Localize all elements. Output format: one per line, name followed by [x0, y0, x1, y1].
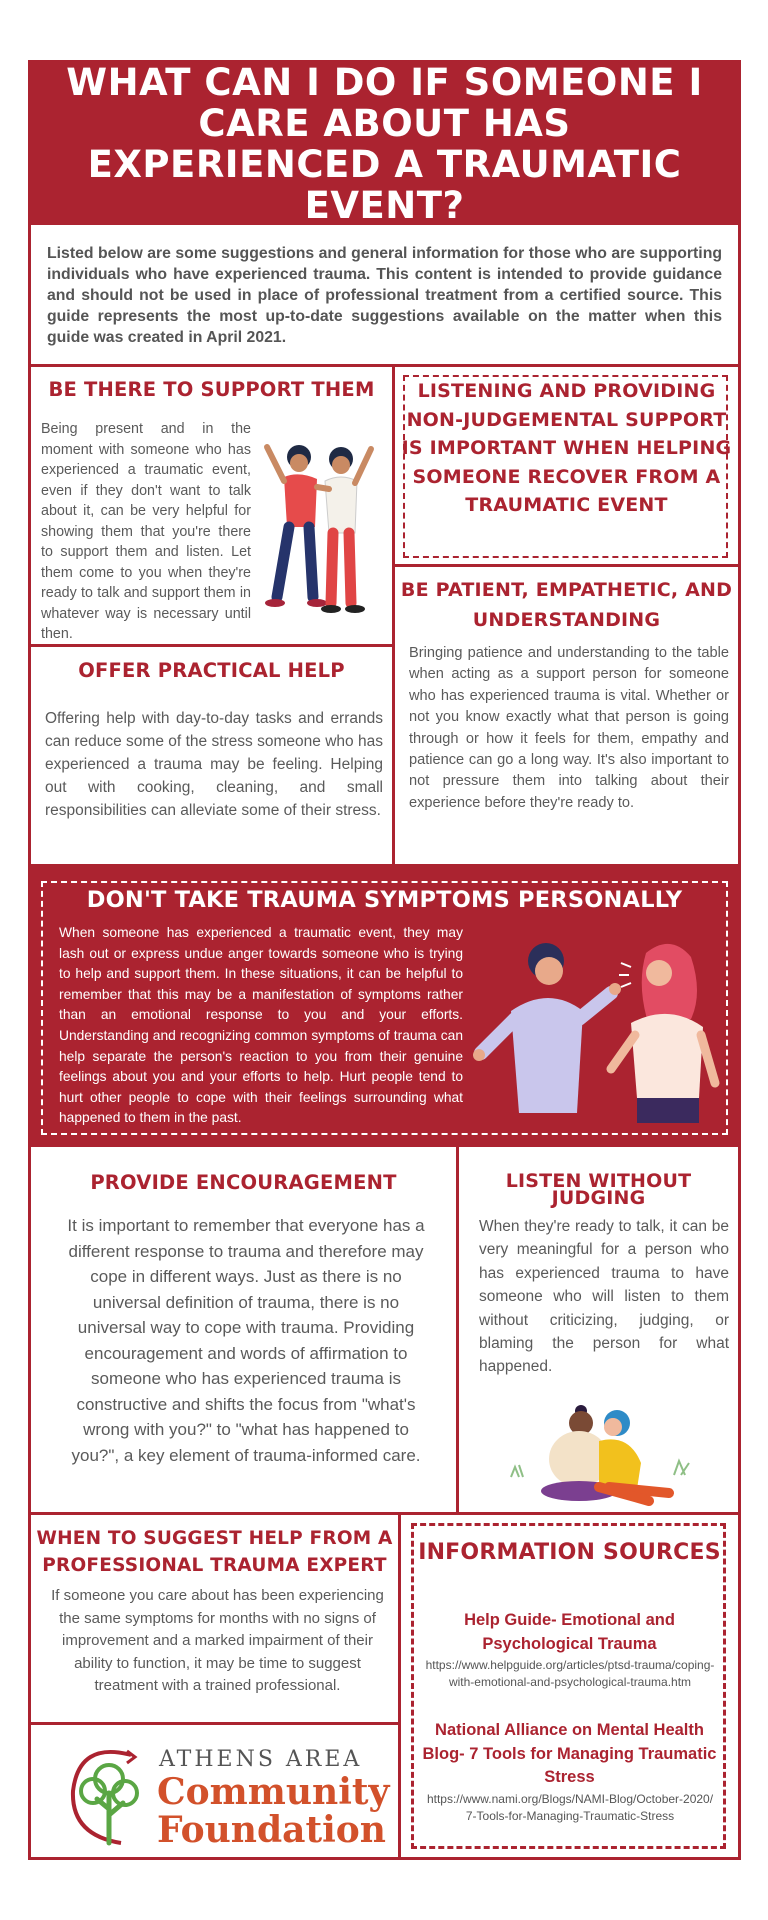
- section-heading: BE THERE TO SUPPORT THEM: [48, 378, 375, 401]
- section-heading: OFFER PRACTICAL HELP: [78, 659, 345, 682]
- intro-paragraph: Listed below are some suggestions and general information for those who are supporting individuals who have experienced trauma. This content is intended to provide guidance and should not be used in place of professional treatment from a certified source. This guide represents the most up-to-date suggestions available on the matter when this guide was created in April 2021.: [31, 225, 738, 367]
- section-heading: LISTEN WITHOUT JUDGING: [505, 1170, 692, 1209]
- logo-line-3: Foundation: [157, 1809, 386, 1851]
- source-title[interactable]: National Alliance on Mental Health Blog- 7 Tools for Managing Traumatic Stress: [422, 1721, 717, 1786]
- section-listen-without-judging: [459, 1147, 738, 1515]
- source-url[interactable]: https://www.nami.org/Blogs/NAMI-Blog/October-2020/7-Tools-for-Managing-Traumatic-Stress: [426, 1792, 714, 1823]
- section-body: When they're ready to talk, it can be very meaningful for a person who has experienced trauma to have someone who will listen to them without criticizing, judging, or blaming the person for what happened.: [479, 1218, 729, 1376]
- section-heading: DON'T TAKE TRAUMA SYMPTOMS PERSONALLY: [86, 887, 683, 913]
- logo-line-1: ATHENS AREA: [159, 1747, 363, 1772]
- source-title[interactable]: Help Guide- Emotional and Psychological Trauma: [464, 1611, 675, 1653]
- logo-line-2: Community: [157, 1771, 390, 1813]
- section-heading: BE PATIENT, EMPATHETIC, AND UNDERSTANDING: [400, 579, 733, 631]
- arguing-couple-illustration: [471, 923, 721, 1123]
- section-information-sources: [401, 1515, 738, 1857]
- section-heading: INFORMATION SOURCES: [418, 1540, 721, 1565]
- section-heading: PROVIDE ENCOURAGEMENT: [90, 1171, 397, 1194]
- section-offer-help: [31, 647, 395, 867]
- title-band: [31, 63, 738, 225]
- section-when-to-suggest: [31, 1515, 401, 1725]
- callout-text: LISTENING AND PROVIDING NON-JUDGEMENTAL SUPPORT IS IMPORTANT WHEN HELPING SOMEONE RECOVER FROM A TRAUMATIC EVENT: [401, 380, 732, 516]
- section-body: When someone has experienced a traumatic event, they may lash out or express undue anger towards someone who is trying to help and support them. In these situations, it can be helpful to remember that this may be a manifestation of symptoms rather than an emotional response to you and your efforts. Understanding and recognizing common symptoms of trauma can help separate the person's reaction to you from their genuine feelings about you and your efforts to help. Hurt people tend to hurt other people to cope with their feelings surrounding what happened to them in the past.: [59, 925, 463, 1126]
- section-body: It is important to remember that everyone has a different response to trauma and therefore may cope in different ways. Just as there is no universal definition of trauma, there is no universal way to cope with trauma. Providing encouragement and words of affirmation to someone who has experienced trauma is constructive and shifts the focus from "what's wrong with you?" to "what has happened to you?", a key element of trauma-informed care.: [67, 1216, 425, 1465]
- section-body: Bringing patience and understanding to the table when acting as a support person for someone who has experienced trauma is vital. Whether or not you know exactly what that person is going through or how it feels for them, empathy and patience can go a long way. It's also important to not pressure them into talking about their experience before they're ready to.: [409, 645, 729, 811]
- section-encouragement: [31, 1147, 459, 1515]
- athens-area-community-foundation-logo: [31, 1725, 401, 1857]
- source-url[interactable]: https://www.helpguide.org/articles/ptsd-trauma/coping-with-emotional-and-psychological-trauma.htm: [425, 1658, 715, 1689]
- section-dont-take-personally: [31, 867, 738, 1147]
- section-body: If someone you care about has been experiencing the same symptoms for months with no signs of improvement and a marked impairment of their ability to function, it may be time to suggest treatment with a trained professional.: [51, 1587, 384, 1694]
- page-title: WHAT CAN I DO IF SOMEONE I CARE ABOUT HAS EXPERIENCED A TRAUMATIC EVENT?: [66, 61, 703, 227]
- two-friends-illustration: [259, 427, 389, 617]
- section-patient: [395, 567, 738, 867]
- section-body: Offering help with day-to-day tasks and errands can reduce some of the stress someone who has experienced a trauma may be feeling. Helping out with cooking, cleaning, and small responsibilities can alleviate some of their stress.: [45, 710, 383, 819]
- infographic-frame: [28, 60, 741, 1860]
- tree-logo-icon: [61, 1743, 151, 1847]
- section-listening-callout: [395, 367, 738, 567]
- section-heading: WHEN TO SUGGEST HELP FROM A PROFESSIONAL TRAUMA EXPERT: [36, 1528, 393, 1576]
- section-body: Being present and in the moment with someone who has experienced a traumatic event, even if they don't want to talk about it, can be very helpful for showing them that you're there to support them and listen. Let them come to you when they're ready to talk and support them in whatever way is necessary until then.: [41, 421, 251, 642]
- section-be-there: [31, 367, 395, 647]
- friends-hugging-illustration: [499, 1397, 699, 1507]
